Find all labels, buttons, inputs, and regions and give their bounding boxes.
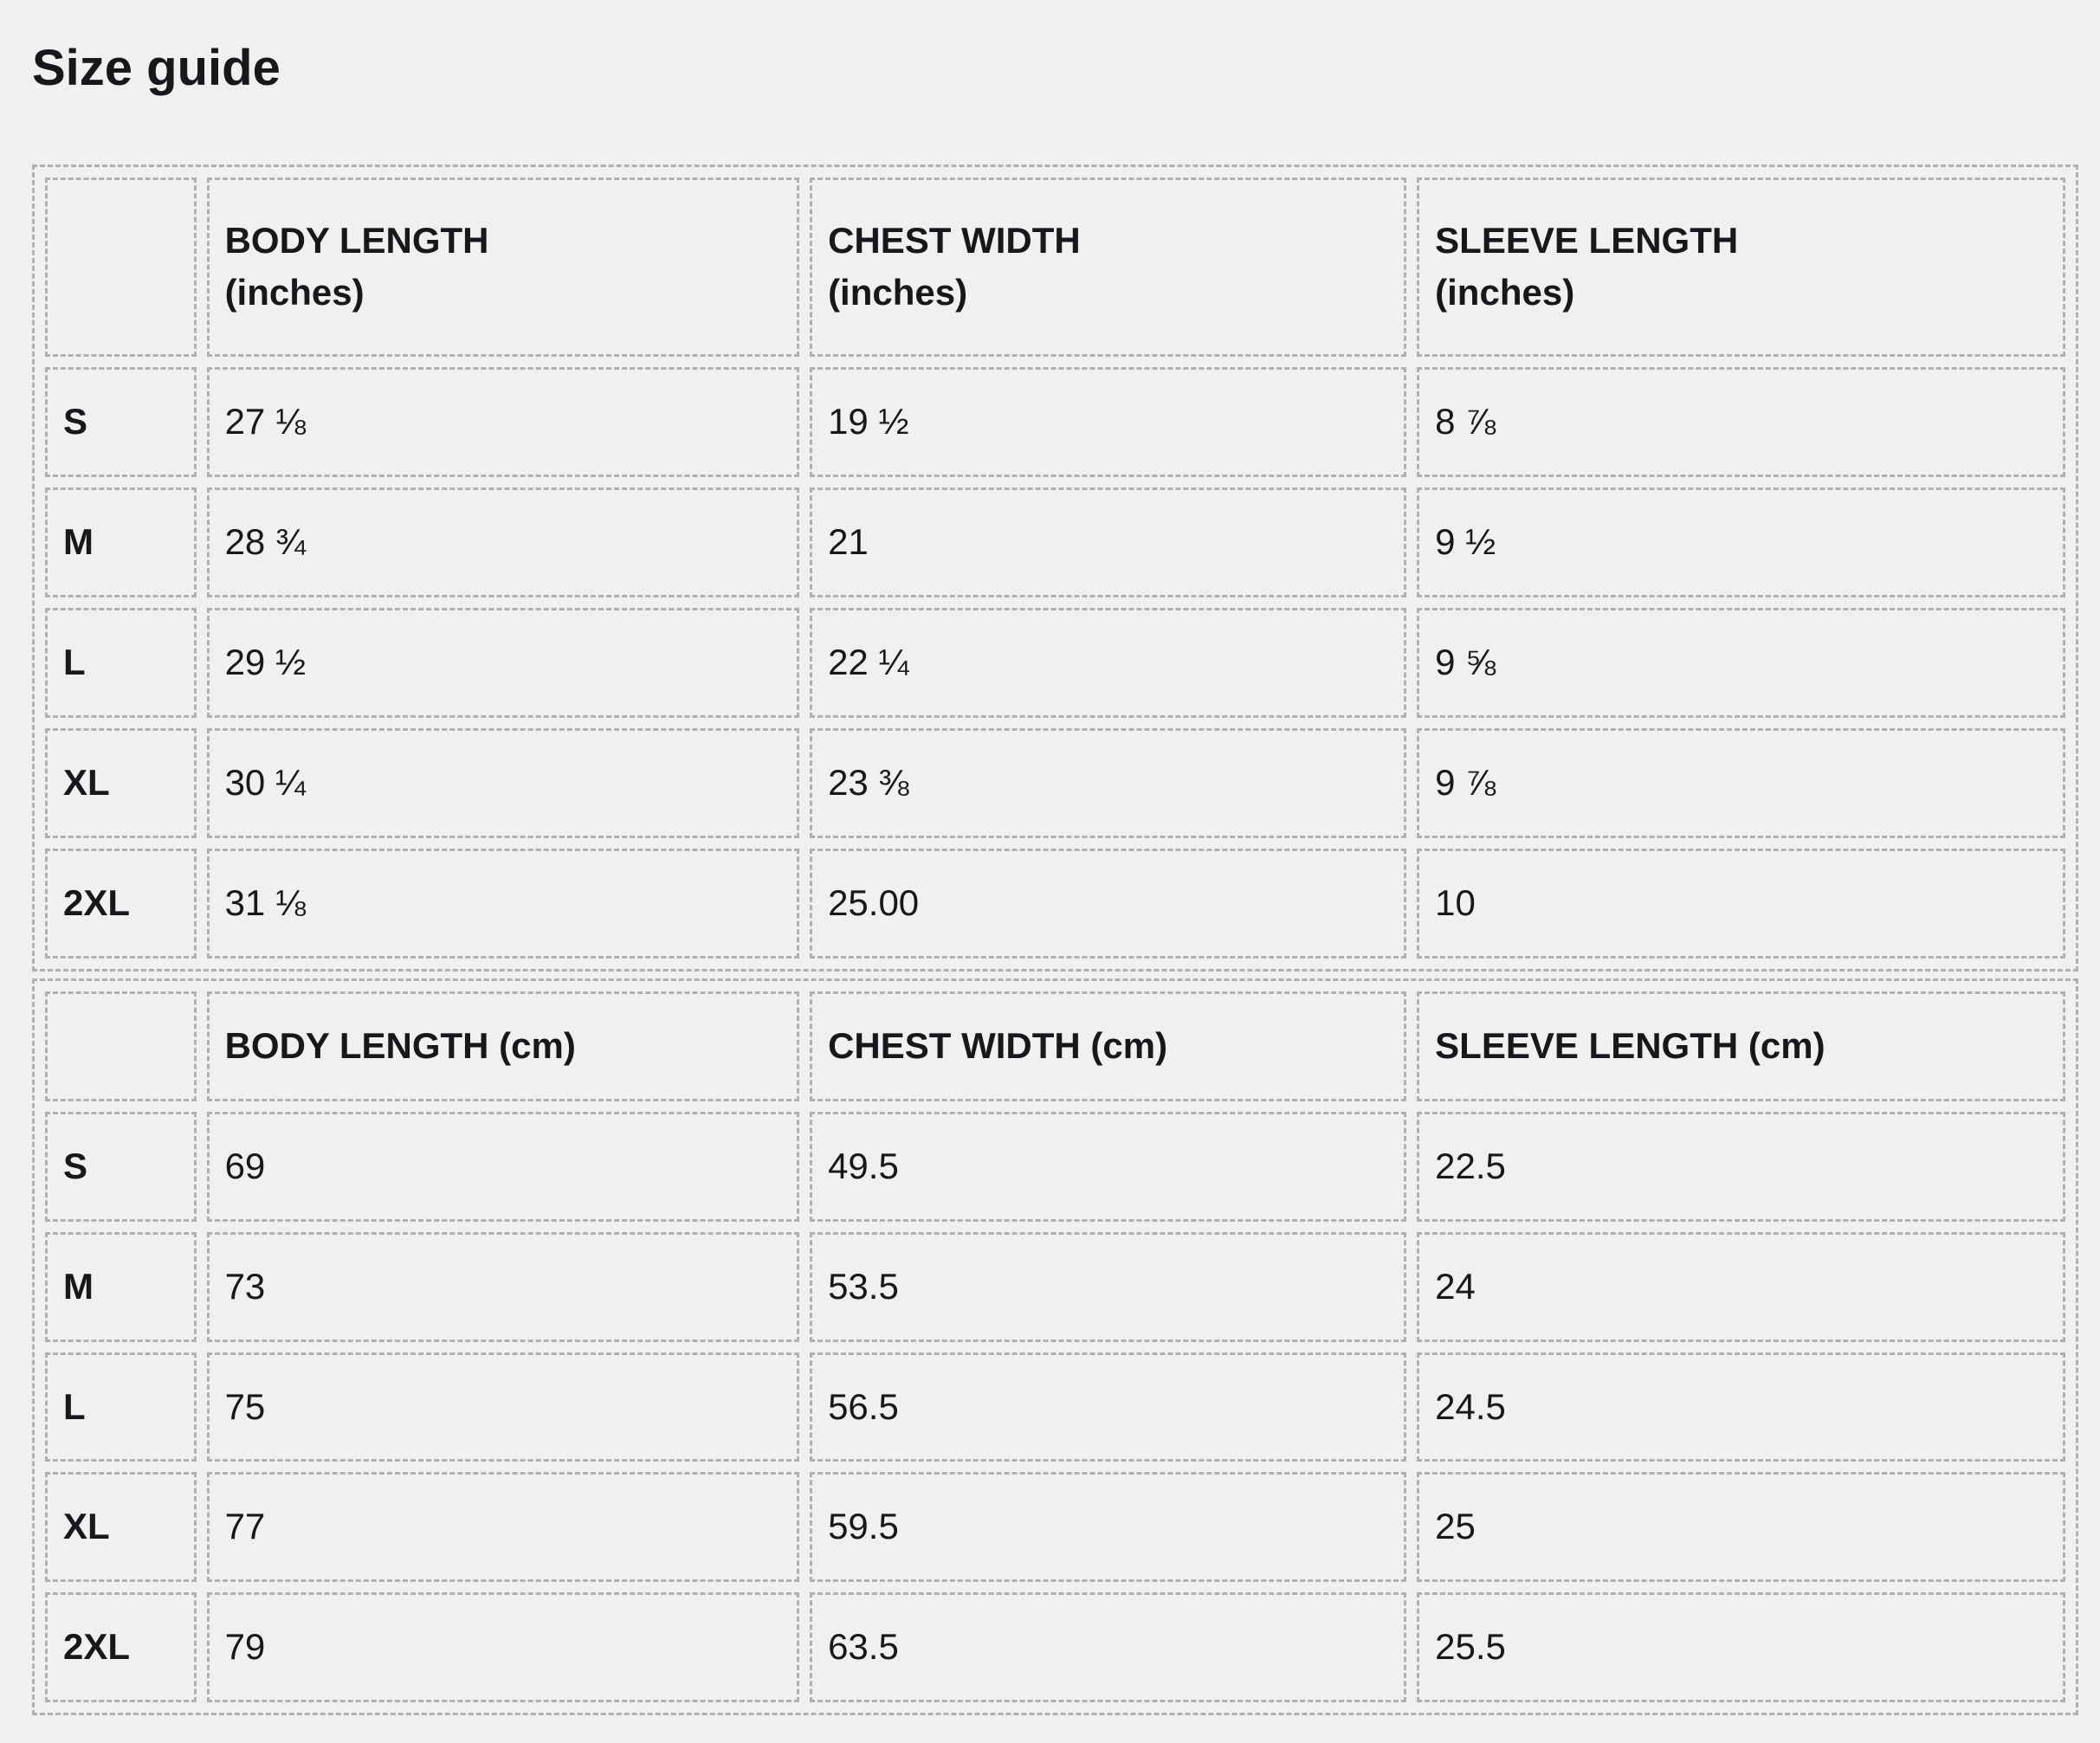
- table-row-l: [45, 608, 2065, 718]
- chest-width-value: 49.5: [810, 1112, 1406, 1222]
- table-row-l: [45, 1352, 2065, 1462]
- header-cell-sleeve-length: [1417, 991, 2065, 1101]
- header-cell-chest-width: [810, 178, 1406, 358]
- table-row-2xl: [45, 849, 2065, 959]
- header-label: CHEST WIDTH (cm): [828, 1024, 1168, 1066]
- size-label: 2XL: [45, 849, 197, 959]
- chest-width-value: 22 ¼: [810, 608, 1406, 718]
- size-label: L: [45, 608, 197, 718]
- header-row: [45, 991, 2065, 1101]
- header-label: BODY LENGTH (cm): [224, 1024, 576, 1066]
- header-label: SLEEVE LENGTH (cm): [1435, 1024, 1825, 1066]
- sleeve-length-value: 24: [1417, 1232, 2065, 1342]
- header-cell-body-length: [207, 178, 800, 358]
- body-length-value: 31 ⅛: [207, 849, 800, 959]
- body-length-value: 73: [207, 1232, 800, 1342]
- header-unit: (inches): [224, 272, 365, 313]
- sleeve-length-value: 22.5: [1417, 1112, 2065, 1222]
- header-label: SLEEVE LENGTH: [1435, 219, 1739, 261]
- size-label: XL: [45, 728, 197, 838]
- size-label: 2XL: [45, 1592, 197, 1702]
- sleeve-length-value: 8 ⅞: [1417, 367, 2065, 477]
- size-label: M: [45, 1232, 197, 1342]
- body-length-value: 69: [207, 1112, 800, 1222]
- size-label: S: [45, 1112, 197, 1222]
- chest-width-value: 19 ½: [810, 367, 1406, 477]
- sleeve-length-value: 24.5: [1417, 1352, 2065, 1462]
- body-length-value: 29 ½: [207, 608, 800, 718]
- header-cell-sleeve-length: [1417, 178, 2065, 358]
- size-label: M: [45, 487, 197, 597]
- sleeve-length-value: 9 ⅝: [1417, 608, 2065, 718]
- table-row-s: [45, 367, 2065, 477]
- table-row-xl: [45, 728, 2065, 838]
- table-row-m: [45, 1232, 2065, 1342]
- page-title: Size guide: [32, 40, 281, 96]
- sleeve-length-value: 25: [1417, 1472, 2065, 1582]
- header-label: CHEST WIDTH: [828, 219, 1081, 261]
- chest-width-value: 63.5: [810, 1592, 1406, 1702]
- table-row-xl: [45, 1472, 2065, 1582]
- sleeve-length-value: 25.5: [1417, 1592, 2065, 1702]
- sleeve-length-value: 10: [1417, 849, 2065, 959]
- body-length-value: 75: [207, 1352, 800, 1462]
- sleeve-length-value: 9 ⅞: [1417, 728, 2065, 838]
- header-row: [45, 178, 2065, 358]
- chest-width-value: 53.5: [810, 1232, 1406, 1342]
- size-label: XL: [45, 1472, 197, 1582]
- size-label: L: [45, 1352, 197, 1462]
- table-row-s: [45, 1112, 2065, 1222]
- body-length-value: 79: [207, 1592, 800, 1702]
- header-cell-empty: [45, 991, 197, 1101]
- chest-width-value: 56.5: [810, 1352, 1406, 1462]
- table-row-2xl: [45, 1592, 2065, 1702]
- chest-width-value: 23 ⅜: [810, 728, 1406, 838]
- header-unit: (inches): [1435, 272, 1575, 313]
- header-cell-chest-width: [810, 991, 1406, 1101]
- sleeve-length-value: 9 ½: [1417, 487, 2065, 597]
- size-table-inches: [32, 165, 2078, 972]
- chest-width-value: 59.5: [810, 1472, 1406, 1582]
- chest-width-value: 21: [810, 487, 1406, 597]
- header-label: BODY LENGTH: [224, 219, 489, 261]
- size-table-cm: [32, 978, 2078, 1715]
- size-label: S: [45, 367, 197, 477]
- header-cell-empty: [45, 178, 197, 358]
- chest-width-value: 25.00: [810, 849, 1406, 959]
- header-cell-body-length: [207, 991, 800, 1101]
- body-length-value: 77: [207, 1472, 800, 1582]
- table-row-m: [45, 487, 2065, 597]
- body-length-value: 28 ¾: [207, 487, 800, 597]
- body-length-value: 30 ¼: [207, 728, 800, 838]
- body-length-value: 27 ⅛: [207, 367, 800, 477]
- header-unit: (inches): [828, 272, 968, 313]
